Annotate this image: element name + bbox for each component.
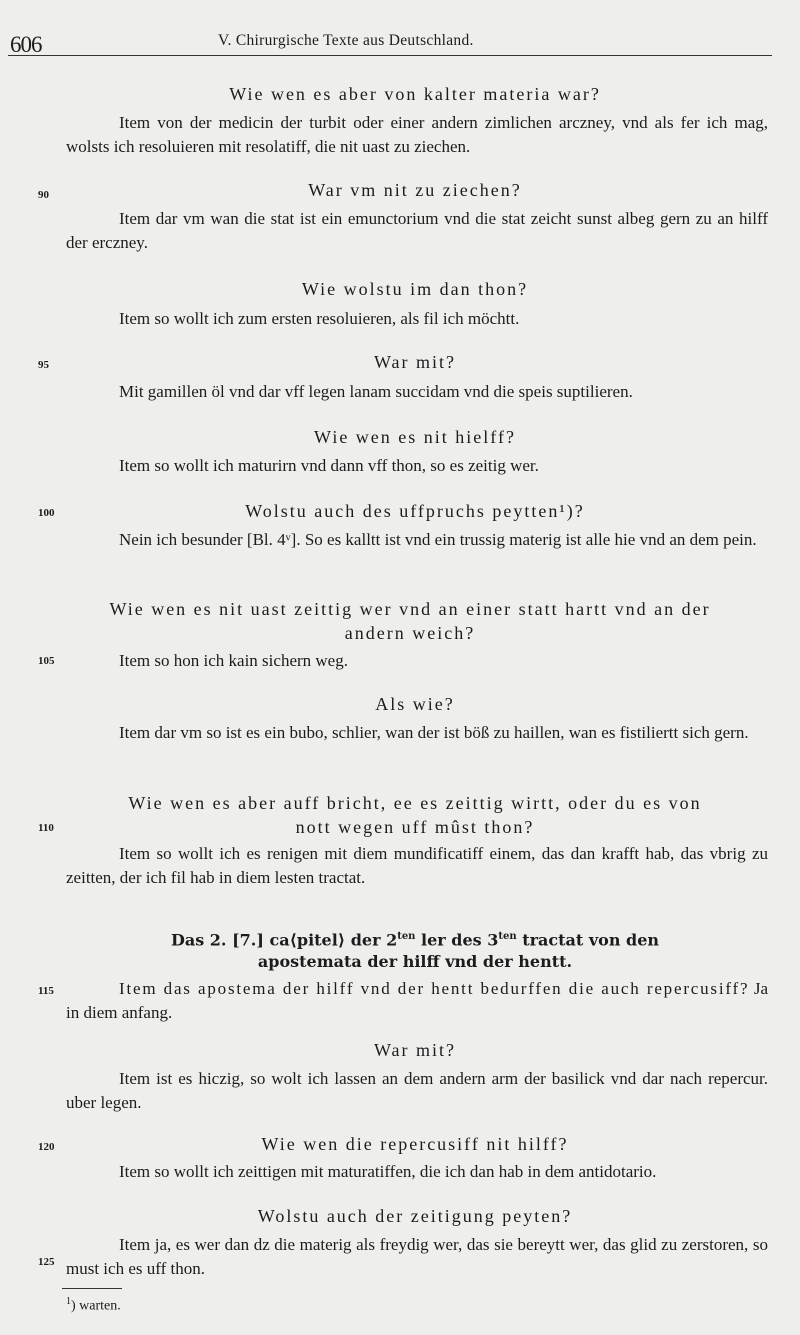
question: Wolstu auch des uffpruchs peytten¹)? [245, 501, 585, 521]
question: Wie wen die repercusiff nit hilff? [261, 1134, 569, 1154]
answer: Item dar vm so ist es ein bubo, schlier, wan der ist böß zu haillen, wan es fistiliertt sich gern. [119, 723, 749, 742]
superscript: ten [397, 931, 416, 942]
line-number: 115 [38, 985, 54, 997]
answer: Item so wollt ich zeittigen mit maturatiffen, die ich dan hab in dem antidotario. [119, 1162, 657, 1181]
answer: Item ist es hiczig, so wolt ich lassen an dem andern arm der basilick vnd dar nach repercur. uber legen. [66, 1069, 768, 1112]
answer [66, 977, 768, 1025]
line-number: 125 [38, 1256, 55, 1268]
spaced-text: Item das apostema der hilff vnd der hentt bedurffen die auch repercusiff? [119, 979, 750, 998]
footnote-text: ) warten. [71, 1298, 121, 1314]
answer: Item so hon ich kain sichern weg. [119, 651, 348, 670]
line-number: 95 [38, 359, 49, 371]
answer: Item so wollt ich es renigen mit diem mundificatiff einem, das dan krafft hab, das vbrig zu zeitten, der ich fil hab in diem lesten tractat. [66, 844, 768, 887]
question: War vm nit zu ziechen? [308, 180, 522, 200]
answer: Item so wollt ich maturirn vnd dann vff thon, so es zeitig wer. [119, 456, 539, 475]
line-number: 100 [38, 507, 55, 519]
line-number: 120 [38, 1141, 55, 1153]
question: Als wie? [375, 694, 455, 714]
question: War mit? [373, 352, 457, 372]
question: Wie wolstu im dan thon? [301, 279, 529, 299]
answer: Item von der medicin der turbit oder einer andern zimlichen arczney, vnd als fer ich mag, wolsts ich resoluieren mit resolatiff, die nit uast zu ziechen. [66, 113, 768, 156]
question: Wie wen es nit hielff? [314, 427, 516, 447]
chapter-title-part: tractat von den [516, 930, 660, 950]
chapter-title-part: Das 2. [7.] ca⟨pitel⟩ der 2 [170, 930, 398, 950]
chapter-title-part: ler des 3 [415, 930, 499, 950]
chapter-title [60, 926, 770, 973]
question: Wie wen es aber von kalter materia war? [229, 84, 601, 104]
footnote [66, 1296, 121, 1315]
question: War mit? [373, 1040, 457, 1060]
answer: Item ja, es wer dan dz die materig als freydig wer, das sie bereytt wer, das glid zu zerstoren, so must ich es uff thon. [66, 1235, 768, 1278]
chapter-title-line2: apostemata der hilff vnd der hentt. [257, 952, 573, 972]
line-number: 110 [38, 822, 54, 834]
answer: Nein ich besunder [Bl. 4ᵛ]. So es kalltt ist vnd ein trussig materig ist alle hie vnd an dem pein. [119, 530, 757, 549]
question: Wolstu auch der zeitigung peyten? [257, 1206, 573, 1226]
footnote-rule [62, 1288, 122, 1289]
answer-rest: Ja in diem anfang. [66, 979, 768, 1022]
question: Wie wen es aber auff bricht, ee es zeittig wirtt, oder du es von nott wegen uff mûst thon? [128, 793, 702, 837]
line-number: 90 [38, 189, 49, 201]
footnote-mark: 1 [66, 1296, 71, 1307]
header-rule [8, 55, 772, 56]
superscript: ten [498, 931, 517, 942]
question: Wie wen es nit uast zeittig wer vnd an einer statt hartt vnd an der andern weich? [109, 599, 711, 643]
answer: Mit gamillen öl vnd dar vff legen lanam succidam vnd die speis suptilieren. [119, 382, 633, 401]
answer: Item so wollt ich zum ersten resoluieren, als fil ich möchtt. [119, 309, 520, 328]
page-number: 606 [10, 32, 42, 57]
running-head: V. Chirurgische Texte aus Deutschland. [218, 32, 474, 49]
line-number: 105 [38, 655, 55, 667]
page-header [8, 26, 770, 56]
answer: Item dar vm wan die stat ist ein emunctorium vnd die stat zeicht sunst albeg gern zu an hilff der erczney. [66, 209, 768, 252]
